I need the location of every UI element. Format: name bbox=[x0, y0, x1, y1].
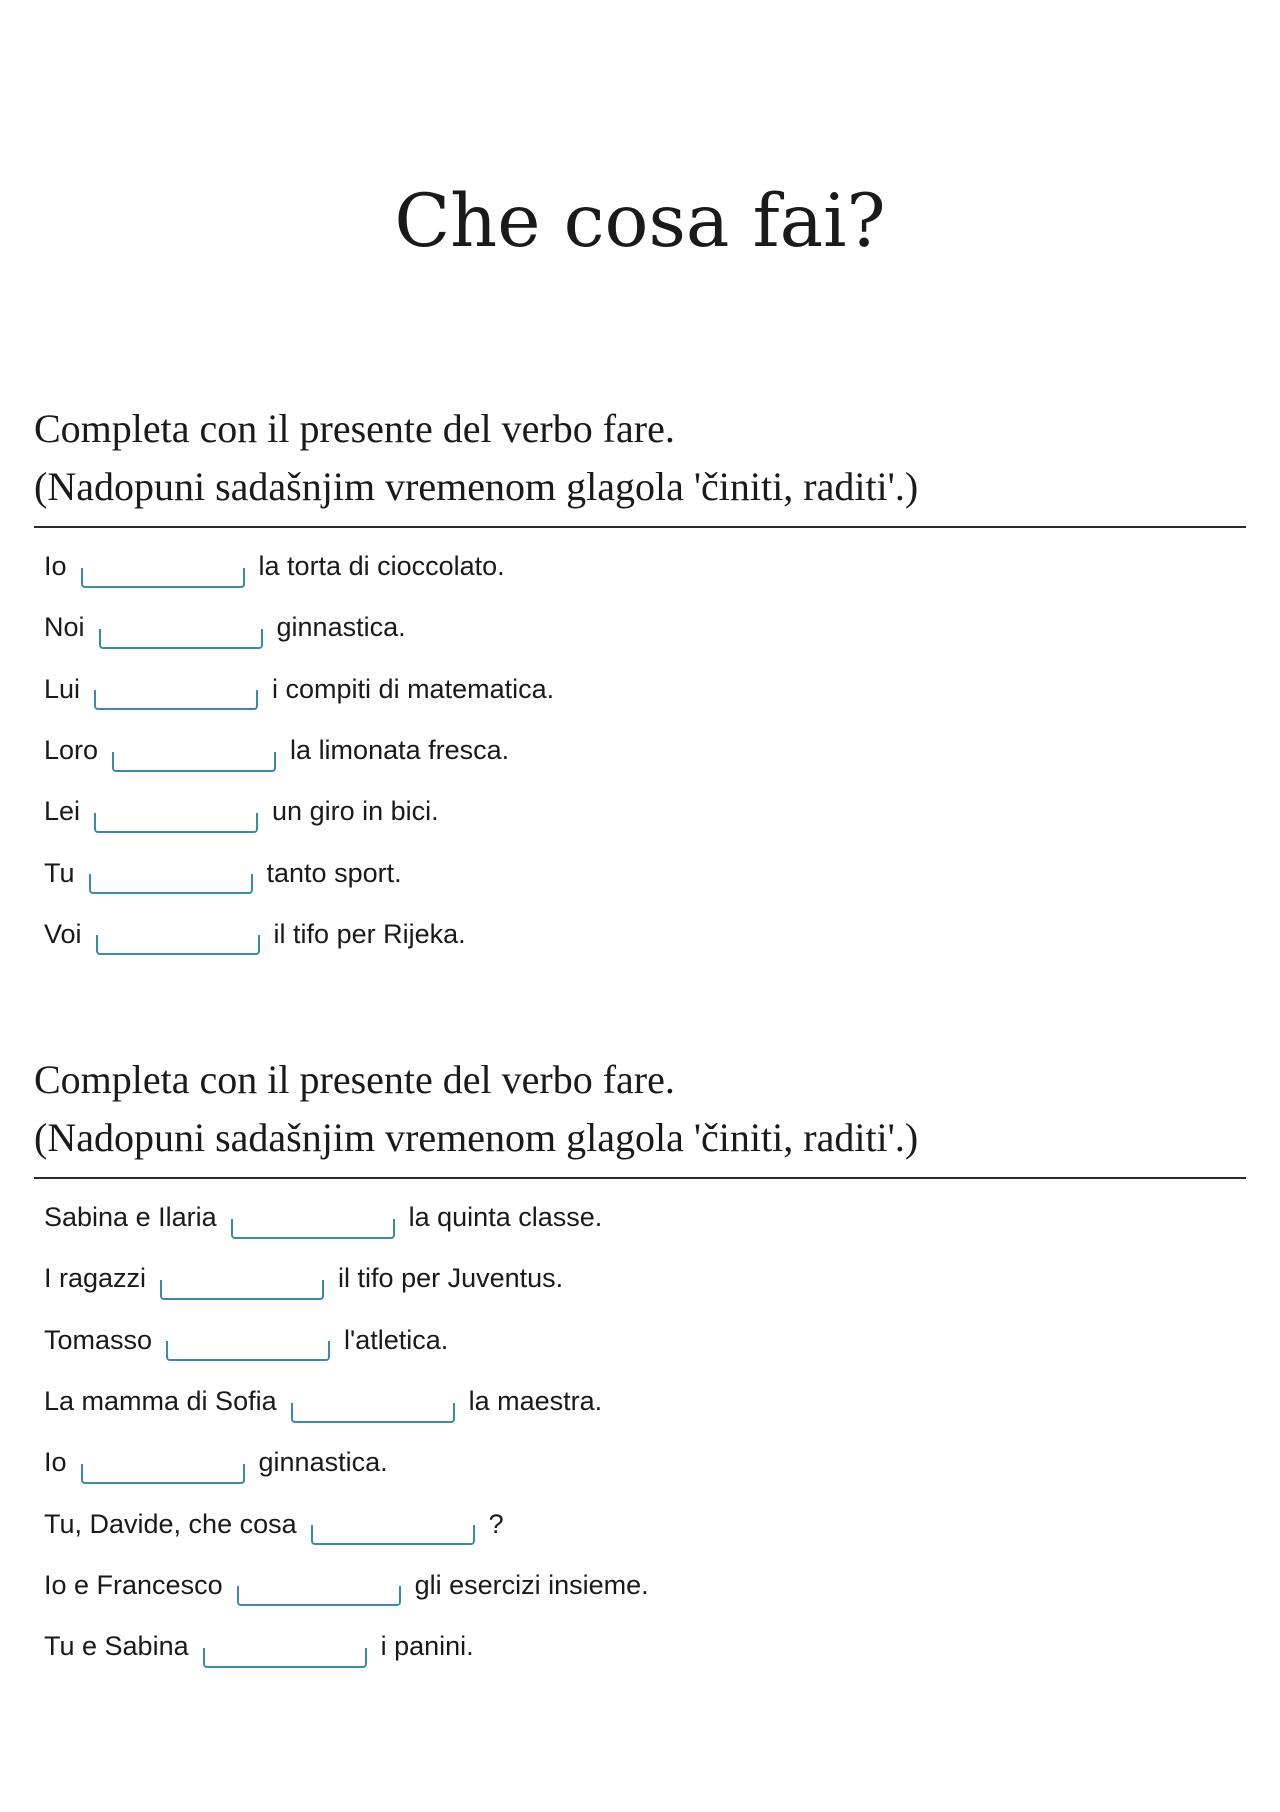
answer-blank[interactable] bbox=[81, 1464, 245, 1484]
exercise-row bbox=[44, 781, 1246, 842]
exercise-row bbox=[44, 1555, 1246, 1616]
sentence-start: Io e Francesco bbox=[44, 1569, 223, 1600]
exercise-row bbox=[44, 1187, 1246, 1248]
instruction-croatian: (Nadopuni sadašnjim vremenom glagola 'činiti, raditi'.) bbox=[34, 464, 919, 509]
exercise-row bbox=[44, 1371, 1246, 1432]
exercise-row bbox=[44, 1616, 1246, 1677]
instruction-italian: Completa con il presente del verbo fare. bbox=[34, 1057, 675, 1102]
sentence-end: l'atletica. bbox=[344, 1324, 449, 1355]
sentence-start: Lui bbox=[44, 673, 81, 704]
sentence-end: ginnastica. bbox=[276, 612, 406, 643]
sentence-start: I ragazzi bbox=[44, 1263, 147, 1294]
answer-blank[interactable] bbox=[237, 1586, 401, 1606]
answer-blank[interactable] bbox=[203, 1648, 367, 1668]
answer-blank[interactable] bbox=[94, 813, 258, 833]
exercise-row bbox=[44, 904, 1246, 965]
exercise-rows bbox=[34, 1187, 1246, 1677]
exercise-rows bbox=[34, 536, 1246, 965]
sentence-start: Tu e Sabina bbox=[44, 1631, 189, 1662]
instruction-italian: Completa con il presente del verbo fare. bbox=[34, 406, 675, 451]
answer-blank[interactable] bbox=[112, 752, 276, 772]
sentence-end: la limonata fresca. bbox=[290, 735, 510, 766]
exercise-row bbox=[44, 536, 1246, 597]
sentence-end: la torta di cioccolato. bbox=[258, 551, 505, 582]
sentence-start: Loro bbox=[44, 735, 99, 766]
sentence-start: Tu bbox=[44, 857, 75, 888]
sentence-start: Voi bbox=[44, 918, 82, 949]
answer-blank[interactable] bbox=[99, 629, 263, 649]
exercise-row bbox=[44, 597, 1246, 658]
section-divider bbox=[34, 526, 1246, 528]
section-divider bbox=[34, 1177, 1246, 1179]
exercise-section-2 bbox=[34, 1051, 1246, 1677]
answer-blank[interactable] bbox=[311, 1525, 475, 1545]
sentence-start: Io bbox=[44, 551, 67, 582]
sentence-start: Lei bbox=[44, 796, 81, 827]
sentence-start: La mamma di Sofia bbox=[44, 1386, 277, 1417]
exercise-row bbox=[44, 720, 1246, 781]
sentence-end: ? bbox=[488, 1508, 504, 1539]
exercise-row bbox=[44, 659, 1246, 720]
sentence-end: un giro in bici. bbox=[272, 796, 439, 827]
page-title: Che cosa fai? bbox=[394, 179, 886, 264]
exercise-section-1 bbox=[34, 400, 1246, 965]
exercise-row bbox=[44, 1248, 1246, 1309]
answer-blank[interactable] bbox=[94, 690, 258, 710]
exercise-row bbox=[44, 1432, 1246, 1493]
sentence-end: ginnastica. bbox=[258, 1447, 388, 1478]
exercise-row bbox=[44, 1493, 1246, 1554]
instruction-croatian: (Nadopuni sadašnjim vremenom glagola 'činiti, raditi'.) bbox=[34, 1115, 919, 1160]
sentence-end: tanto sport. bbox=[266, 857, 402, 888]
sentence-start: Tu, Davide, che cosa bbox=[44, 1508, 297, 1539]
answer-blank[interactable] bbox=[89, 874, 253, 894]
answer-blank[interactable] bbox=[231, 1219, 395, 1239]
sentence-end: il tifo per Juventus. bbox=[338, 1263, 564, 1294]
answer-blank[interactable] bbox=[96, 935, 260, 955]
sentence-end: gli esercizi insieme. bbox=[414, 1569, 649, 1600]
answer-blank[interactable] bbox=[81, 568, 245, 588]
sentence-end: i compiti di matematica. bbox=[272, 673, 555, 704]
answer-blank[interactable] bbox=[166, 1341, 330, 1361]
exercise-row bbox=[44, 842, 1246, 903]
sentence-start: Io bbox=[44, 1447, 67, 1478]
sentence-start: Tomasso bbox=[44, 1324, 153, 1355]
sentence-end: il tifo per Rijeka. bbox=[273, 918, 466, 949]
sentence-start: Sabina e Ilaria bbox=[44, 1202, 217, 1233]
sentence-end: la quinta classe. bbox=[408, 1202, 603, 1233]
sentence-end: i panini. bbox=[380, 1631, 474, 1662]
sentence-end: la maestra. bbox=[468, 1386, 603, 1417]
answer-blank[interactable] bbox=[160, 1280, 324, 1300]
answer-blank[interactable] bbox=[291, 1403, 455, 1423]
sentence-start: Noi bbox=[44, 612, 85, 643]
exercise-row bbox=[44, 1310, 1246, 1371]
